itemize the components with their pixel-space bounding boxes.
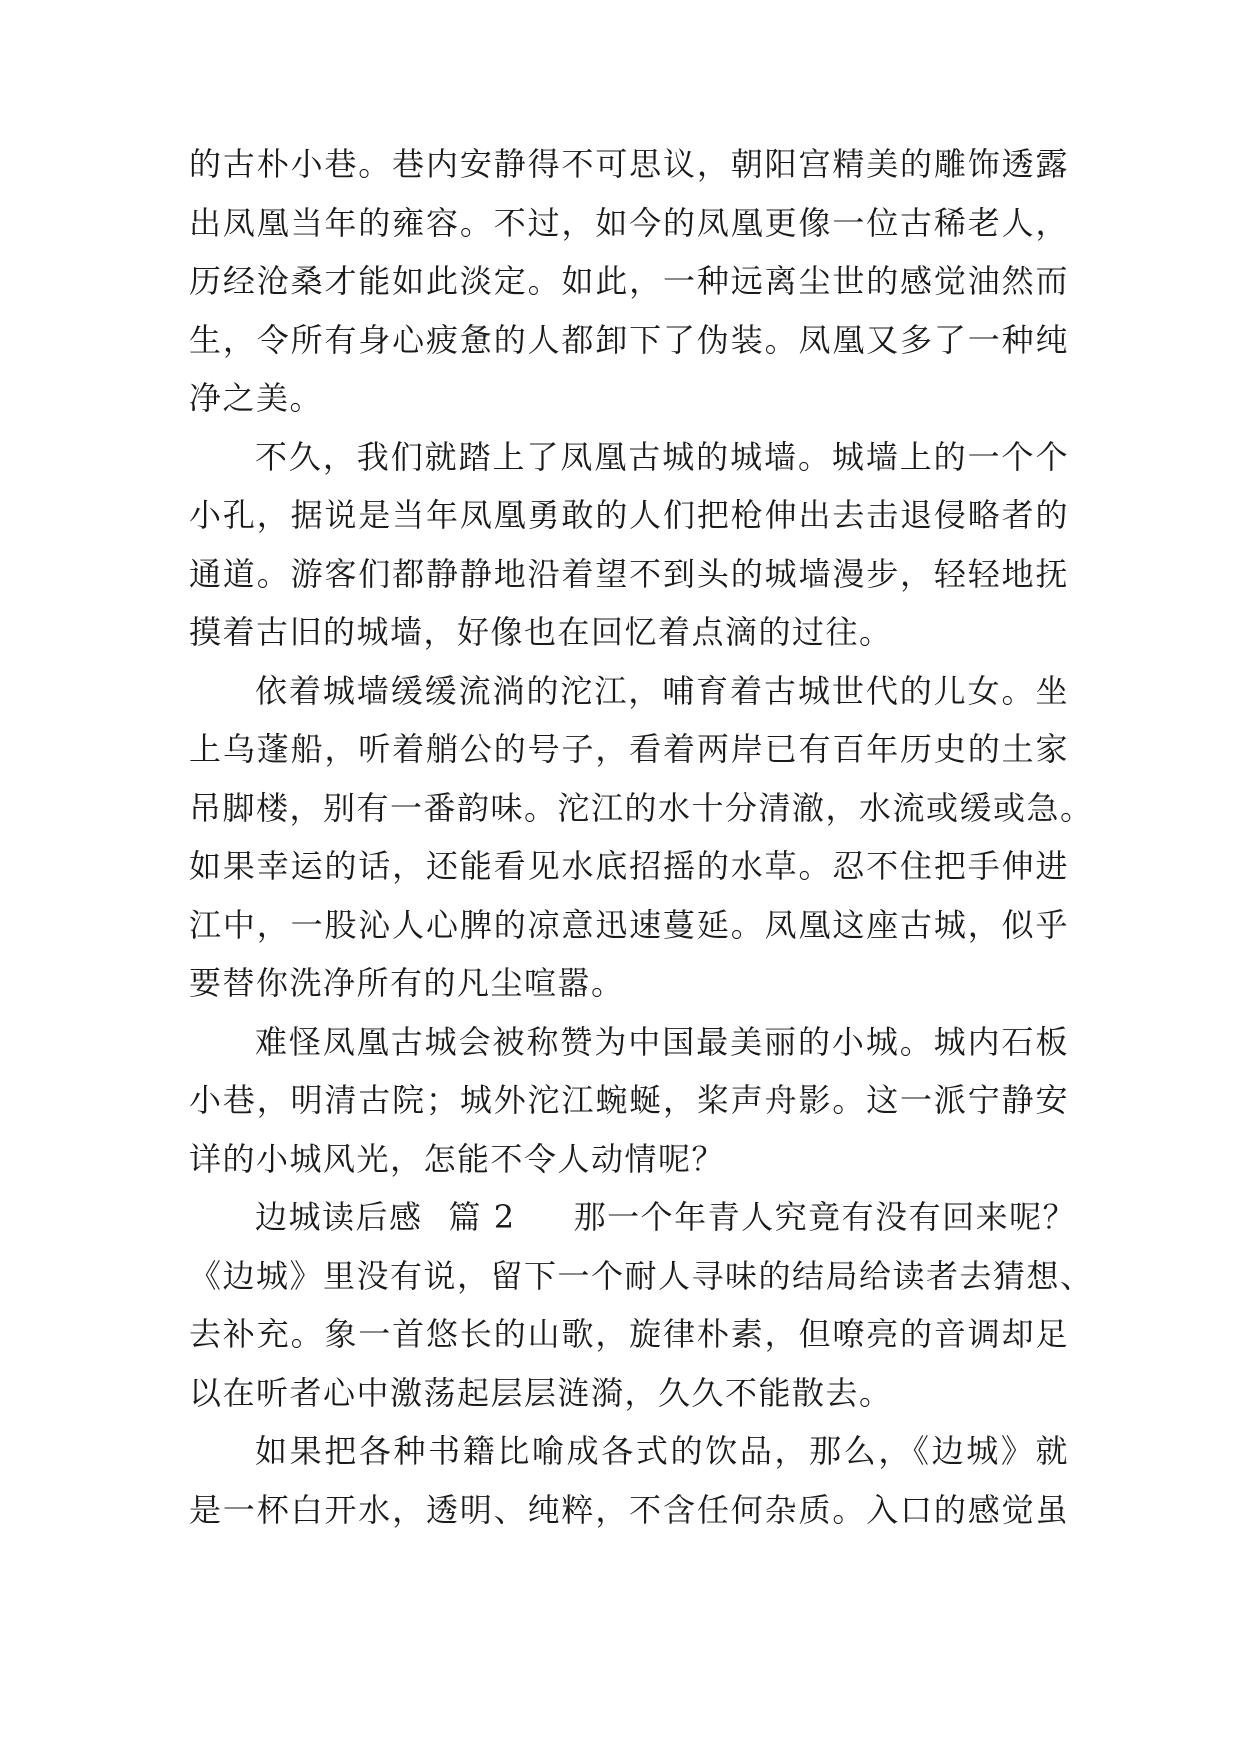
text-line: 小巷，明清古院；城外沱江蜿蜒，桨声舟影。这一派宁静安 — [189, 1081, 1069, 1119]
text-line: 依着城墙缓缓流淌的沱江，哺育着古城世代的儿女。坐 — [255, 671, 1069, 710]
text-line: 江中，一股沁人心脾的凉意迅速蔓延。凤凰这座古城，似乎 — [189, 905, 1069, 944]
text-line: 是一杯白开水，透明、纯粹，不含任何杂质。入口的感觉虽 — [189, 1490, 1069, 1529]
section-title: 边城读后感 — [255, 1198, 423, 1236]
text-line: 去补充。象一首悠长的山歌，旋律朴素，但嘹亮的音调却足 — [189, 1315, 1069, 1353]
section-heading-line — [189, 1188, 1077, 1247]
text-line: 的古朴小巷。巷内安静得不可思议，朝阳宫精美的雕饰透露 — [189, 145, 1069, 183]
text-line: 上乌蓬船，听着艄公的号子，看着两岸已有百年历史的土家 — [189, 730, 1069, 768]
text-line: 难怪凤凰古城会被称赞为中国最美丽的小城。城内石板 — [255, 1022, 1069, 1061]
text-line: 如果幸运的话，还能看见水底招摇的水草。忍不住把手伸进 — [189, 847, 1069, 885]
text-line: 以在听者心中激荡起层层涟漪，久久不能散去。 — [189, 1373, 893, 1412]
text-line: 生，令所有身心疲惫的人都卸下了伪装。凤凰又多了一种纯 — [189, 320, 1069, 359]
text-line: 摸着古旧的城墙，好像也在回忆着点滴的过往。 — [189, 613, 893, 651]
body-text — [189, 135, 1094, 1539]
section-part-number: 篇 2 — [448, 1198, 516, 1236]
text-line: 通道。游客们都静静地沿着望不到头的城墙漫步，轻轻地抚 — [189, 554, 1069, 593]
text-line: 净之美。 — [189, 379, 324, 417]
text-line: 要替你洗净所有的凡尘喧嚣。 — [189, 964, 625, 1002]
text-line: 历经沧桑才能如此淡定。如此，一种远离尘世的感觉油然而 — [189, 262, 1069, 300]
text-line: 不久，我们就踏上了凤凰古城的城墙。城墙上的一个个 — [255, 437, 1069, 476]
section-first-sentence: 那一个年青人究竟有没有回来呢？ — [573, 1198, 1077, 1236]
text-line: 吊脚楼，别有一番韵味。沱江的水十分清澈，水流或缓或急。 — [189, 788, 1094, 827]
text-line: 如果把各种书籍比喻成各式的饮品，那么，《边城》就 — [255, 1432, 1069, 1470]
text-line: 出凤凰当年的雍容。不过，如今的凤凰更像一位古稀老人， — [189, 203, 1069, 242]
text-line: 详的小城风光，怎能不令人动情呢？ — [189, 1139, 726, 1178]
text-line: 小孔，据说是当年凤凰勇敢的人们把枪伸出去击退侵略者的 — [189, 496, 1069, 534]
text-line: 《边城》里没有说，留下一个耐人寻味的结局给读者去猜想、 — [189, 1256, 1094, 1295]
